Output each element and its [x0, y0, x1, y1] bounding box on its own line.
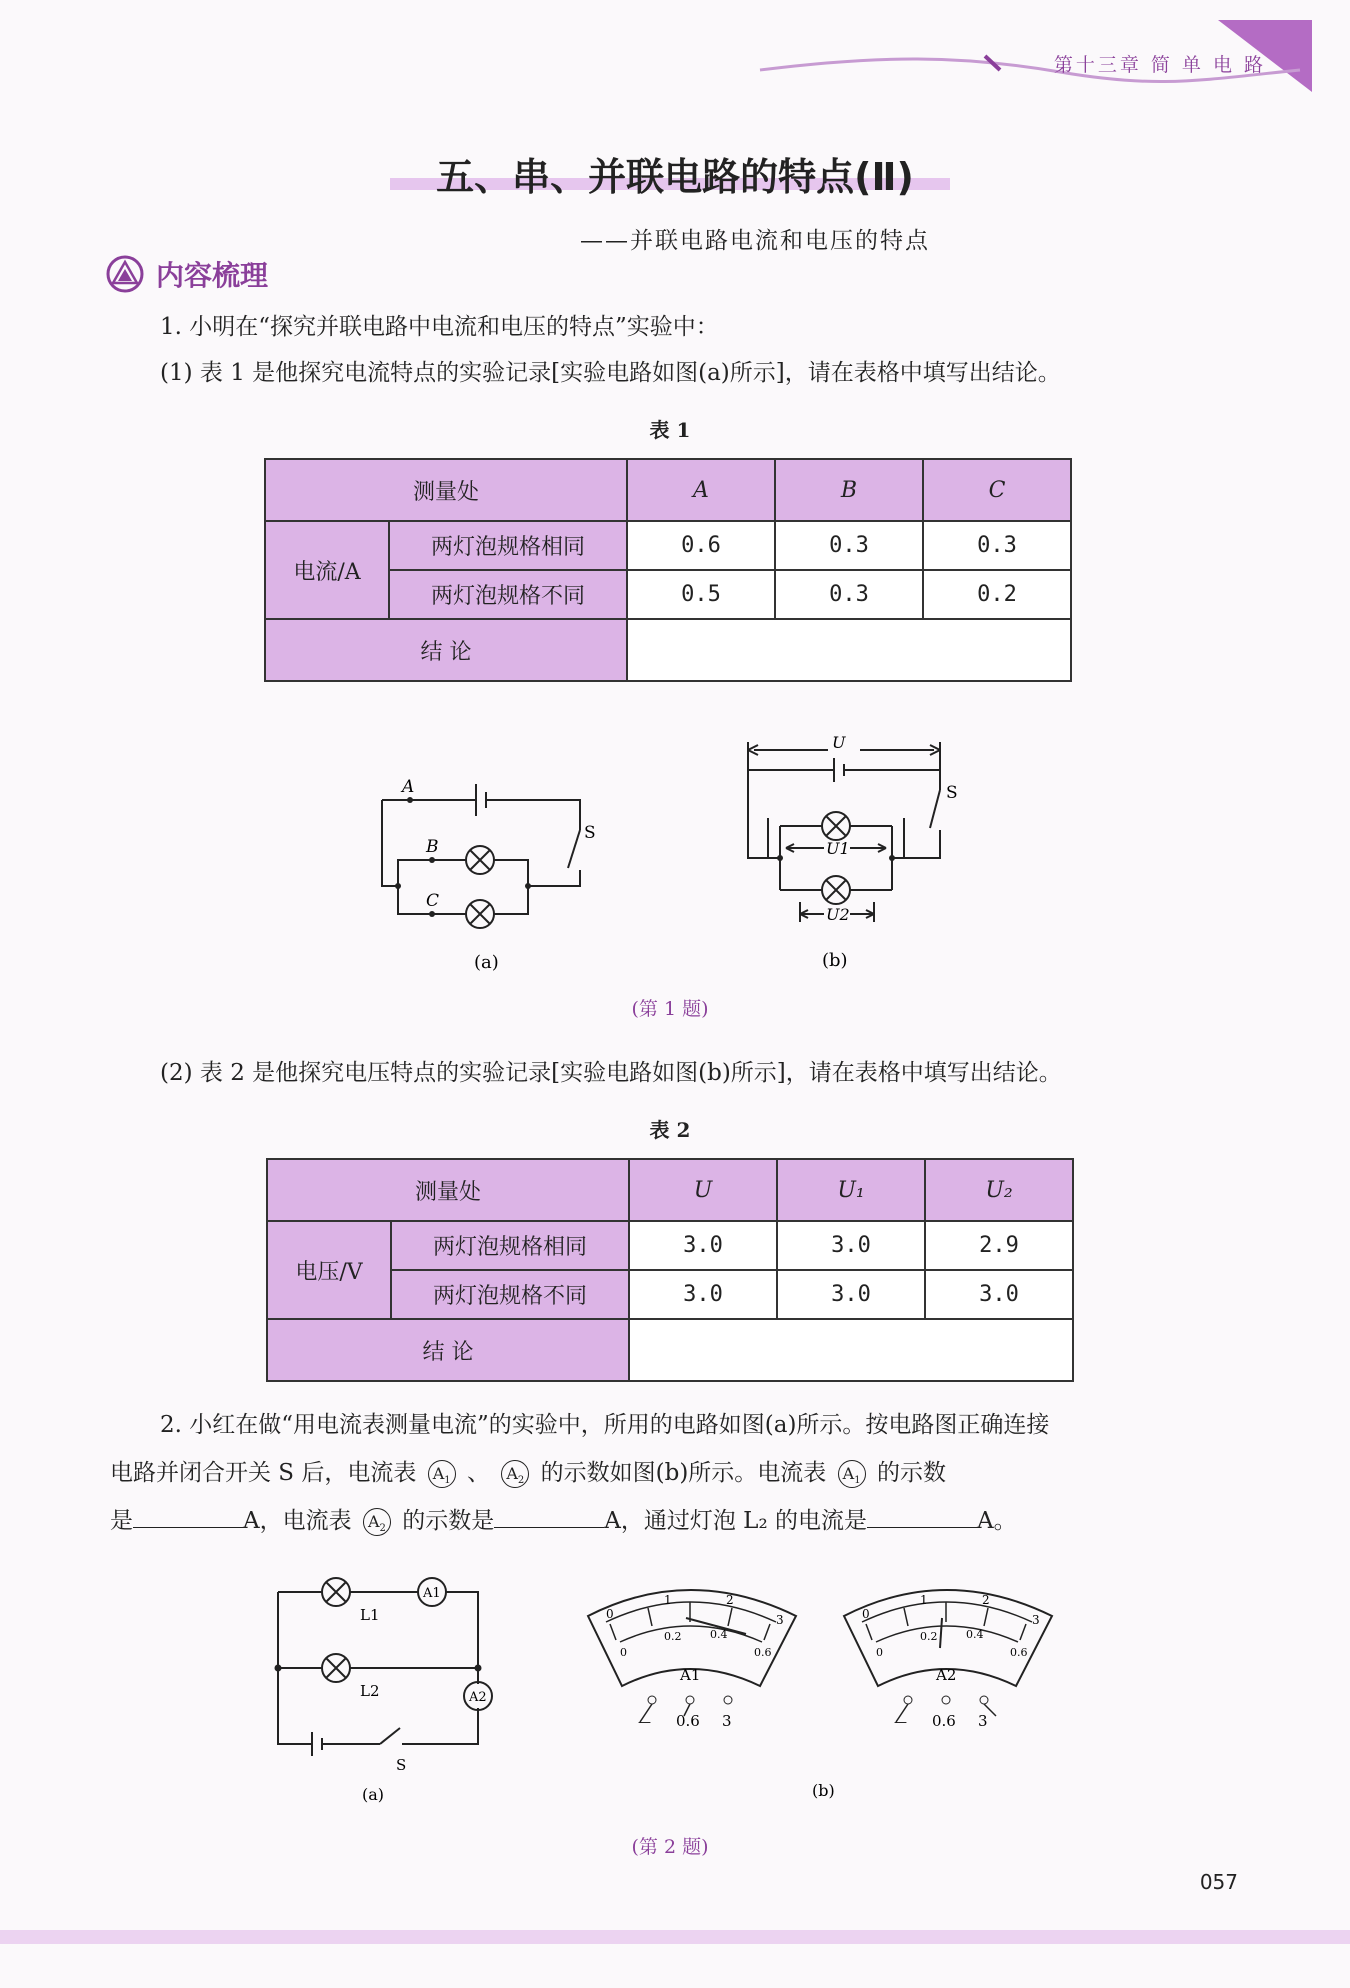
q2-text: 的示数	[876, 1460, 946, 1486]
table1-row2-label: 两灯泡规格不同	[389, 570, 627, 619]
q2-text: A，通过灯泡 L₂ 的电流是	[604, 1508, 867, 1534]
table1-col-b: B	[775, 459, 923, 521]
table2-col-u1: U₁	[777, 1159, 925, 1221]
fig1b-caption: (b)	[822, 950, 848, 971]
table1-row1-label: 两灯泡规格相同	[389, 521, 627, 570]
meter-scale-top: 3	[776, 1613, 784, 1627]
meter-scale-top: 0	[862, 1607, 870, 1621]
table1-cell: 0.6	[627, 521, 775, 570]
fig2a-label-a1: A1	[423, 1586, 441, 1601]
q2-line1: 2. 小红在做“用电流表测量电流”的实验中，所用的电路如图(a)所示。按电路图正确连接	[160, 1412, 1050, 1438]
circuit-figure-1b	[740, 730, 980, 980]
fig1a-label-a: A	[402, 777, 415, 797]
q1-part1: (1) 表 1 是他探究电流特点的实验记录[实验电路如图(a)所示]，请在表格中填写出结论。	[160, 360, 1061, 386]
meter-terminal: 3	[722, 1712, 732, 1730]
meter-terminal: 0.6	[932, 1712, 956, 1730]
table1-conclusion-label: 结 论	[265, 619, 627, 681]
table2-row-group: 电压/V	[267, 1221, 391, 1319]
meter-scale-top: 1	[920, 1593, 928, 1607]
section-icon	[106, 255, 144, 293]
section-label: 内容梳理	[156, 259, 269, 292]
fig1b-label-u2: U2	[826, 905, 850, 924]
table2-cell: 3.0	[629, 1221, 777, 1270]
table2-col-u2: U₂	[925, 1159, 1073, 1221]
table1-col-c: C	[923, 459, 1071, 521]
ammeter-letter: A	[506, 1464, 518, 1483]
table2-header-label: 测量处	[267, 1159, 629, 1221]
meter-scale-top: 2	[726, 1593, 734, 1607]
fig1-caption: (第 1 题)	[631, 998, 709, 1020]
page-subtitle: ——并联电路电流和电压的特点	[580, 228, 930, 254]
table1	[264, 458, 1072, 682]
circuit-figure-2a	[268, 1572, 498, 1812]
table1-caption: 表 1	[649, 418, 691, 442]
fig2a-label-s: S	[396, 1756, 407, 1774]
table1-cell: 0.3	[775, 521, 923, 570]
fig2b-caption: (b)	[812, 1781, 835, 1800]
table2-row1-label: 两灯泡规格相同	[391, 1221, 629, 1270]
table1-row-group: 电流/A	[265, 521, 389, 619]
meter-label-a2: A2	[936, 1666, 957, 1684]
fig2a-label-l2: L2	[360, 1682, 380, 1700]
ammeter-a1-symbol: $A_1$	[838, 1460, 866, 1488]
section-heading	[106, 254, 268, 294]
fig1a-label-s: S	[584, 823, 596, 843]
answer-blank-1[interactable]	[133, 1505, 243, 1528]
q2-text: 是	[110, 1508, 133, 1534]
fig2a-label-a2: A2	[469, 1690, 487, 1705]
table2-col-u: U	[629, 1159, 777, 1221]
ammeter-a1-symbol: $A_1$	[428, 1460, 456, 1488]
table2-cell: 3.0	[777, 1270, 925, 1319]
meter-scale-bottom: 0.4	[966, 1628, 984, 1641]
table2-cell: 3.0	[629, 1270, 777, 1319]
meter-scale-top: 0	[606, 1607, 614, 1621]
ammeter-letter: A	[367, 1512, 380, 1531]
meter-terminal: 3	[978, 1712, 988, 1730]
meter-terminal: —	[638, 1715, 651, 1730]
page-number: 057	[1199, 1870, 1238, 1894]
fig1a-label-c: C	[426, 891, 440, 911]
meter-terminal: 0.6	[676, 1712, 700, 1730]
meter-scale-bottom: 0.6	[754, 1646, 772, 1659]
q2-text: A。	[976, 1508, 1017, 1534]
ammeter-letter: A	[842, 1464, 855, 1483]
fig1b-label-u: U	[832, 733, 846, 752]
fig1a-caption: (a)	[474, 952, 499, 973]
meter-scale-bottom: 0.2	[664, 1630, 682, 1643]
table2-conclusion-cell[interactable]	[629, 1319, 1073, 1381]
table1-header-label: 测量处	[265, 459, 627, 521]
ammeter-a2-symbol: $A_2$	[363, 1508, 391, 1536]
table2-caption: 表 2	[649, 1118, 691, 1142]
page-title: 五、串、并联电路的特点(Ⅱ)	[436, 155, 914, 199]
q1-part2: (2) 表 2 是他探究电压特点的实验记录[实验电路如图(b)所示]，请在表格中填写出结论。	[160, 1060, 1062, 1086]
meter-scale-bottom: 0	[876, 1646, 883, 1659]
meter-scale-bottom: 0.4	[710, 1628, 728, 1641]
table2-row2-label: 两灯泡规格不同	[391, 1270, 629, 1319]
q2-text: A，电流表	[243, 1508, 352, 1534]
fig1a-label-b: B	[426, 837, 439, 857]
q2-line3	[110, 1498, 1017, 1544]
meter-scale-top: 1	[664, 1593, 672, 1607]
table2	[266, 1158, 1074, 1382]
ammeter-dial-a2	[844, 1590, 1052, 1730]
table1-cell: 0.5	[627, 570, 775, 619]
table1-col-a: A	[627, 459, 775, 521]
fig1b-label-s: S	[946, 783, 958, 803]
meter-terminal: —	[894, 1715, 907, 1730]
footer-bar	[0, 1930, 1350, 1944]
table2-cell: 2.9	[925, 1221, 1073, 1270]
q2-text: 、	[467, 1460, 491, 1486]
q2-text: 的示数如图(b)所示。电流表	[540, 1460, 827, 1486]
table2-cell: 3.0	[777, 1221, 925, 1270]
ammeter-dial-a1	[588, 1590, 796, 1730]
meter-scale-bottom: 0.2	[920, 1630, 938, 1643]
chapter-header: 第十三章 简 单 电 路	[1053, 54, 1266, 76]
table1-cell: 0.3	[923, 521, 1071, 570]
meter-scale-bottom: 0.6	[1010, 1646, 1028, 1659]
table1-cell: 0.2	[923, 570, 1071, 619]
meter-scale-top: 3	[1032, 1613, 1040, 1627]
table1-cell: 0.3	[775, 570, 923, 619]
answer-blank-2[interactable]	[494, 1505, 604, 1528]
fig1b-label-u1: U1	[826, 839, 850, 858]
fig2a-caption: (a)	[362, 1785, 385, 1804]
q2-line2	[110, 1450, 946, 1496]
meter-scale-top: 2	[982, 1593, 990, 1607]
meter-scale-bottom: 0	[620, 1646, 627, 1659]
ammeter-figure-2b	[580, 1568, 1080, 1818]
table2-cell: 3.0	[925, 1270, 1073, 1319]
fig2-caption: (第 2 题)	[631, 1836, 709, 1858]
meter-label-a1: A1	[680, 1666, 701, 1684]
q2-text: 电路并闭合开关 S 后，电流表	[110, 1460, 417, 1486]
table2-conclusion-label: 结 论	[267, 1319, 629, 1381]
ammeter-letter: A	[432, 1464, 445, 1483]
table1-conclusion-cell[interactable]	[627, 619, 1071, 681]
answer-blank-3[interactable]	[867, 1505, 977, 1528]
ammeter-a2-symbol: $A_2$	[501, 1460, 529, 1488]
q1-intro: 1. 小明在“探究并联电路中电流和电压的特点”实验中：	[160, 314, 719, 340]
circuit-figure-1a	[370, 770, 610, 990]
q2-text: 的示数是	[402, 1508, 495, 1534]
fig2a-label-l1: L1	[360, 1606, 380, 1624]
